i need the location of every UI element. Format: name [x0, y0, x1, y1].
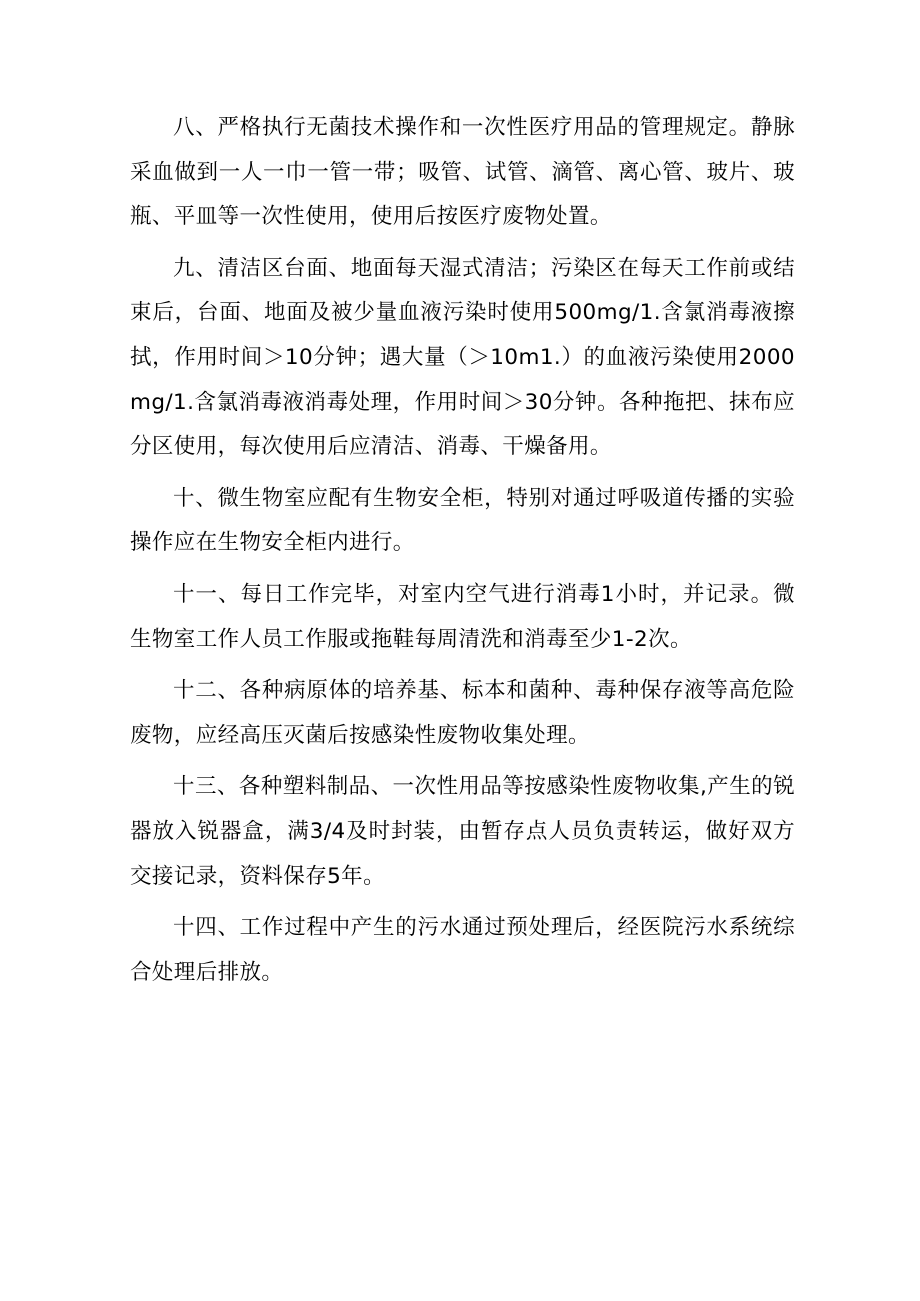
- paragraph-item-11: 十一、每日工作完毕，对室内空气进行消毒1小时，并记录。微生物室工作人员工作服或拖鞋每周清洗和消毒至少1-2次。: [130, 581, 795, 652]
- paragraph-item-14: 十四、工作过程中产生的污水通过预处理后，经医院污水系统综合处理后排放。: [130, 915, 795, 985]
- paragraph-item-9: 九、清洁区台面、地面每天湿式清洁；污染区在每天工作前或结束后，台面、地面及被少量血液污染时使用500mg/1.含氯消毒液擦拭，作用时间＞10分钟；遇大量（＞10m1.）的血液污染使用2000mg/1.含氯消毒液消毒处理，作用时间＞30分钟。各种拖把、抹布应分区使用，每次使用后应清洁、消毒、干燥备用。: [130, 255, 795, 460]
- paragraph-item-12: 十二、各种病原体的培养基、标本和菌种、毒种保存液等高危险废物，应经高压灭菌后按感染性废物收集处理。: [130, 678, 795, 748]
- document-body: [130, 106, 795, 1002]
- paragraph-item-13: 十三、各种塑料制品、一次性用品等按感染性废物收集,产生的锐器放入锐器盒，满3/4及时封装，由暂存点人员负责转运，做好双方交接记录，资料保存5年。: [130, 774, 795, 889]
- paragraph-item-10: 十、微生物室应配有生物安全柜，特别对通过呼吸道传播的实验操作应在生物安全柜内进行。: [130, 485, 795, 556]
- paragraph-item-8: 八、严格执行无菌技术操作和一次性医疗用品的管理规定。静脉采血做到一人一巾一管一带；吸管、试管、滴管、离心管、玻片、玻瓶、平皿等一次性使用，使用后按医疗废物处置。: [130, 115, 795, 230]
